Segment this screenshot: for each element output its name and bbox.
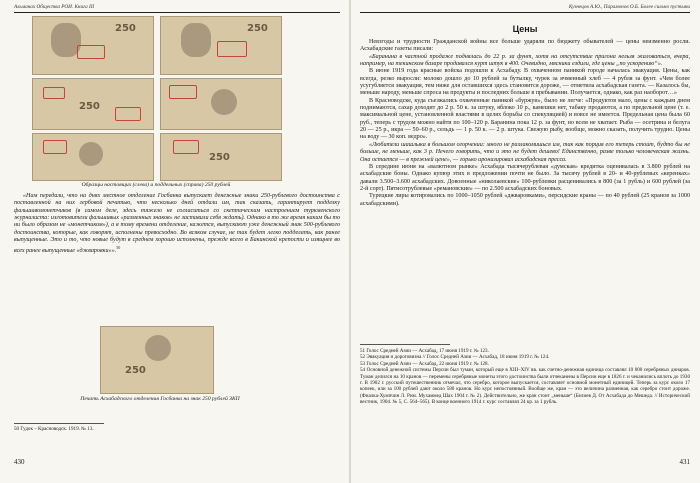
- figure-caption: Образцы настоящих (слева) и поддельных (справа) 250 рублей: [81, 182, 231, 188]
- right-running-header: Кузнецов А.Ю., Парамонов О.Б. Более сильно пустыни: [568, 4, 690, 10]
- right-header-rule: [360, 12, 690, 13]
- page-number: 431: [679, 458, 690, 466]
- figure-caption: Печать Асхабадского отделения Госбанка на знак 250 рублей ЗКП: [80, 396, 240, 402]
- banknote-image: 250: [160, 16, 282, 75]
- banknote-image: 250: [32, 16, 154, 75]
- left-header-rule: [14, 12, 340, 13]
- left-running-header: Альманах Общества РОИ. Книга III: [14, 4, 95, 10]
- right-page: [350, 0, 700, 483]
- right-footnotes: 51 Голос Средней Азии — Асхабад, 17 июня 1919 г. № 123. 52 Эвакуация и дороговизна // Голос Средней Азии — Асхабад, 18 июня 1919 г. № 124. 53 Голос Средней Азии — Асхабад, 22 июня 1919 г. № 128. 54 Основной денежной системы Персии был туман, который еще в XIII–XIV вв. как счетно-денежная единица составлял 10 000 серебряных динаров. Туман делился на 10 кранов — перемены серебряные монеты этого достоинства были отчеканены в Персии еще в 1826 г. и чеканились вплоть до 1930 г. В 1902 г. русский путешественник отмечал, что серебро, которое выпускается, составляет основной монетный единицей. Теперь за курс около 17 копеек, или за 100 рублей дают около 580 кранов. Но курс непостоянный. Вообще же, кран — это величина разменная, как серебро стоит дороже. (Фиалка-Хумпчин Л. Рим. Мухаммед Шах 1904 г. № 2). Действительно, же кран стоит „меньше“ (Белиев Д. От Асхабада до Мешеда. // Исторический вестник, 1904. № 5, С. 564–565). В конце военного 1914 г. курс составлял 24 кр. за 1 рубль.: [360, 348, 690, 406]
- stamp-image: 250: [100, 326, 214, 394]
- banknote-image: 250: [160, 133, 282, 181]
- banknote-image: 250: [32, 78, 154, 130]
- footnote-rule: [14, 423, 104, 424]
- page-number: 430: [14, 458, 25, 466]
- banknote-image: [160, 78, 282, 130]
- banknote-image: [32, 133, 154, 181]
- left-footnote: 50 Гудок – Красноводск. 1919. № 13.: [14, 426, 94, 432]
- left-quote-text: «Нам передали, что на днях местное отделение Госбанка выпускает денежные знаки 250-рублевого достоинства с поставленной на них гербовой печатью, что несколько дней отдали им, так сказать, гарантирует подделку фальшивомонетчиков (в самом деле, здесь тяжело не согласиться со скептическим настроением туркменского журналиста: изготовители фальшивых «разменных знаков» не заставили себя ждать). Однако в то же время каким бы то ни было образом не «монетчиком»), а в тому времени отделение, кажется, выпускают уже денежный знак 500-рублевого достоинства, которые, как говорят, исполнены превосходно. Во всяком случае, не так будет легко подделать, как ранее выпущенные. Это и то, что новые будут в среднем хорошо исполнены, прежде всего в Бакинской крепости и изящнее во всех ранее выпущенные «джваровки»».$^{50}$: [14, 193, 340, 255]
- footnote-rule: [360, 344, 450, 345]
- section-title: Цены: [512, 24, 538, 34]
- right-body-text: Невзгоды и трудности Гражданской войны все больше ударяли по бюджету обывателей — цены неизменно росли. Асхабадские газеты писали: «Баранина в частной продаже поднялась до 22 р. за фунт, хотя на отсутствие пригона нельзя жаловаться, вчера, например, на текинском базаре продавался курт штук в 400. Очевидно, мясники ездили, где цены „по ускорению“». В июне 1919 года красные войска подошли к Асхабаду. В охваченном паникой городе началась эвакуация. Цены, как всегда, резко выросли: молоко дошло до 10 рублей за бутылку, чурек за ячменный хлеб — 4 рубля за фунт. «Чем более усугубляется эвакуация, тем ниже для оставшихся здесь становится дороже, — отметила асхабадская газета. — Казалось бы, меньше народу, меньше спроса на продукты и последних больше в пребывании. Получается, однако, как раз наоборот…» В Красноводске, куда съезжались охваченные паникой «буржуи», было не легче: «Продуктов мало, цены с каждым днем поднимаются, сахар доходит до 2 р. 50 к. за штуку, яблоко 10 р., камешки нет, табаку продаются, а по предельной цене (т. е. максимальной цене, установленной властями в целях борьбы со спекуляцией) и вовсе не имеется. Предельная цена была 60 руб., теперь с трудом можно найти по 100–120 р. Баранина пока 12 р. за фунт, но всем не хватает. Рыба — осетрина и белуга 20 — 25 р., икра — 50–60 р., сельдь — 1 р. 50 к. — 2 р. штука. Свежую рыбу, вообще, можно сказать, получить трудно. Цены на воду — 30 коп. ведро». «Любители шашлыка в большом огорчении: много не разлакомишься им, так как порция его теперь стоит, будто бы не больше, не меньше, как 3 р. Нечего говорить, что и это не будет дешево! Единственно, разве только человеческая жизнь. Она остается — в прежней цене», — горько иронизировал асхабадская пресса. В середине июня на «валютном рынке» Асхабада тысячерублевая «думская» кредитка оценивалась в 3.800 рублей на асхабадские боны. Однако купюр этих в предложении почти не было. За тысячу рублей в 20- и 40-рублевых «керенках» давали 3.500–3.600 асхабадских. Довоенные «николаевские» 100-рублевки расценивались в 800 (за 1 рубль) и 600 рублей (за 2-й сорт). Пятисотрублевые «ремановские» — по 2.500 асхабадских боновых. Турецкие лиры котировались по 1000–1050 рублей «джваровками», персидские краны — по 40 рублей (25 кранов за 1000 асхабадскими).: [360, 39, 690, 207]
